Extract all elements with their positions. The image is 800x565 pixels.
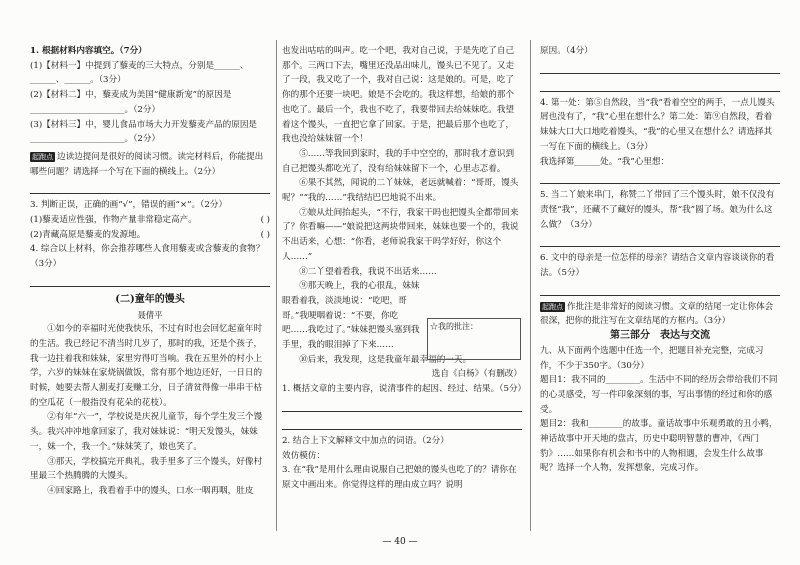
left-column [30, 44, 270, 499]
paragraph-3: ③那天，学校搞完开典礼，我手里多了三个馒头，好像村里最三个热腾腾的大馒头。 [30, 456, 263, 482]
paragraph-4-cont: 也发出咕咕的叫声。吃一个吧，我对自己说，于是先吃了自己那个。三两口下去，嘴里还没品出味儿，馒头已不见了。又走了一段，我又吃了一个，我对自己说：这是娘的。可是，吃了你的那个还要一块吧。娘是不会吃的。我这样想，给娘的那个也吃了。最后一个，我也不吃了，我要带回去给妹妹吃。我望着这个馒头，一直把它拿了回家。于是，把最后那个也吃了，我也没给妹妹留一个！ [282, 46, 515, 145]
paragraph-5: ⑤……等我回到家时，我的手中空空的，那时我才意识到自己把馒头都吃光了，没有给妹妹留下一个，心里忐忑着。 [282, 148, 515, 174]
question-3-2: (2)青藏高原是藜麦的发源地。 [30, 229, 146, 240]
annotation-label: ☆我的批注： [430, 322, 478, 331]
paragraph-1: ①如今的幸福时光使我快乐，不过有时也会回忆起童年时的生活。我已经记不清当时几岁了，那时的我，还是个孩子，我一边拄着我和妹妹，家里穷得叮当响。我在五里外的村小上学，六岁的妹妹在家烧锅做饭，常有那个地边还好，一日日的时候，她要去帮人割麦打麦赚工分，日子清贫得像一串串干枯的空瓜花（一般指没有花朵的花枝）。 [30, 324, 263, 408]
answer-line[interactable] [540, 78, 780, 92]
paragraph-8: ⑧二丫望着看我，我说不出话来…… [299, 266, 437, 277]
page-number: — 40 — [382, 537, 418, 547]
paragraph-10: ⑩后来，我发现，这是我童年最幸福的一天。 [299, 354, 472, 365]
question-3-cont: 原因。（4分） [540, 46, 593, 56]
answer-line[interactable] [30, 180, 270, 194]
question-2-2: 2. 结合上下文解释文中加点的词语。（2分） [282, 435, 449, 446]
part-three-heading: 第三部分 表达与交流 [610, 330, 710, 342]
answer-line[interactable] [540, 233, 780, 247]
question-1-3: (3)【材料三】中，婴儿食品市场大力开发藜麦产品的原因是______________________。（2分） [30, 119, 258, 145]
right-column [540, 44, 780, 476]
question-3-1: (1)藜麦适应性强，作物产量非常稳定高产。 [30, 215, 197, 226]
question-3: 3. 判断正误，正确的画“√”，错误的画“×”。（2分） [30, 200, 228, 211]
question-1: 1. 根据材料内容填空。（7分） [30, 46, 147, 56]
answer-line[interactable] [540, 170, 780, 184]
badge-icon: 起跑点 [32, 152, 53, 161]
composition-instruction: 九、从下面两个选题中任选一个，把题目补充完整，完成习作，不少于350字。（30分） [540, 345, 764, 371]
source-note: 选自《白杨》（有删改） [431, 369, 522, 380]
question-3-7: 作批注是非常好的阅读习惯。文章的结尾一定让你体会很深，把你的批注写在文章结尾的方框内。（3分） [540, 301, 774, 327]
question-3-4: 4. 第一处：第⑤自然段，当“我”看着空空的两手，一点儿馒头屑也没有了，“我”心里在想什么？第二处：第⑨自然段，看着妹妹大口大口地吃着馒头，“我”的心里又在想什么？请选择其一写在下面的横线上。（3分） [540, 97, 775, 152]
question-2-3: 3. 在“我”是用什么理由说服自己把娘的馒头也吃了的？请你在原文中画出来。你觉得这样的理由成立吗？说明 [282, 465, 517, 490]
annotation-box[interactable] [427, 318, 521, 360]
paragraph-2: ②有年“六一”，学校说是庆祝儿童节，每个学生发三个馒头。我兴冲冲地拿回家了，我对妹妹说：“明天发馒头，妹妹一，妹一个，我一个。”妹妹笑了，娘也笑了。 [30, 412, 263, 452]
answer-paren[interactable]: ( ) [260, 215, 270, 226]
question-3-5: 5. 当二丫娘来串门，称赞二丫带回了三个馒头时，娘不仅没有责怪“我”，还藏不了藏好的馒头，帮“我”圆了场。娘为什么这么做？（3分） [540, 190, 775, 230]
question-3-4-choose: 我选择第______处。“我”心里想： [540, 156, 670, 167]
topic-1: 题目1：我不同的________。生活中不同的经历会带给我们不同的心灵感受，写一件印象深刻的事，写出事情的经过和你的感受。 [540, 375, 778, 415]
topic-2: 题目2：我和________的故事。童话故事中乐观勇敢的丑小鸭，神话故事中开天地的盘古，历史中聪明智慧的曹冲，《西门豹》……如果你有机会和书中的人物相遇，会发生什么故事呢？选择一个人物，发挥想象，完成习作。 [540, 419, 778, 474]
paragraph-6: ⑥果不其然，闻说的二丫妹妹，老远就喊着：“哥哥，馒头呢？”“我的……”我结结巴巴地说不出来。 [282, 178, 519, 204]
paragraph-4: ④回家路上，我看着手中的馒头，口水一咽再咽，肚皮 [47, 485, 254, 496]
answer-line[interactable] [540, 282, 780, 296]
question-3-6: 6. 文中的母亲是一位怎样的母亲？请结合文章内容谈谈你的看法。（5分） [540, 253, 775, 279]
question-2: 边读边提问是很好的阅读习惯。读完材料后，你能提出哪些问题？请选择一个写在下面的横线上。（2分） [30, 151, 264, 177]
column-divider [530, 40, 531, 531]
answer-paren[interactable]: ( ) [260, 229, 270, 240]
answer-line[interactable] [540, 60, 780, 74]
question-1-1: (1)【材料一】中提到了藜麦的三大特点，分别是______、______、______。（3分） [30, 60, 249, 86]
story-title: (二)童年的馒头 [115, 293, 185, 305]
question-4: 4. 综合以上材料，你会推荐哪些人食用藜麦或含藜麦的食物？（3分） [30, 244, 265, 270]
answer-line[interactable] [30, 273, 270, 287]
badge-icon: 起跑点 [542, 302, 563, 311]
story-author: 聂倩平 [137, 309, 163, 320]
middle-column [282, 44, 527, 493]
paragraph-7: ⑦娘从灶间抬起头，“不行，我家干吗也把馒头全都带回来了？你看嘛——”娘说把这两块带回来，妹妹也要一个的，我说不出话来，心想：“你看，老师说我家干吗学好好，你这个人……” [282, 207, 519, 262]
word-label: 效仿模仿： [282, 450, 325, 461]
question-1-2: (2)【材料二】中，藜麦成为美国“健康新宠”的原因是______________________。（2分） [30, 90, 232, 115]
column-divider [276, 40, 277, 531]
question-2-1: 1. 概括文章的主要内容，说清事件的起因、经过、结果。（5分） [282, 384, 527, 395]
answer-line[interactable] [282, 398, 522, 412]
paragraph-9: ⑨那天晚上，我的心很乱，妹妹眼看着我，淡淡地说：“吃吧，哥哥。”我哽咽着说：“不要，你吃吧……我吃过了。”妹妹把馒头塞到我手里，我的眼泪掉了下来…… [282, 281, 420, 351]
answer-line[interactable] [282, 416, 522, 430]
